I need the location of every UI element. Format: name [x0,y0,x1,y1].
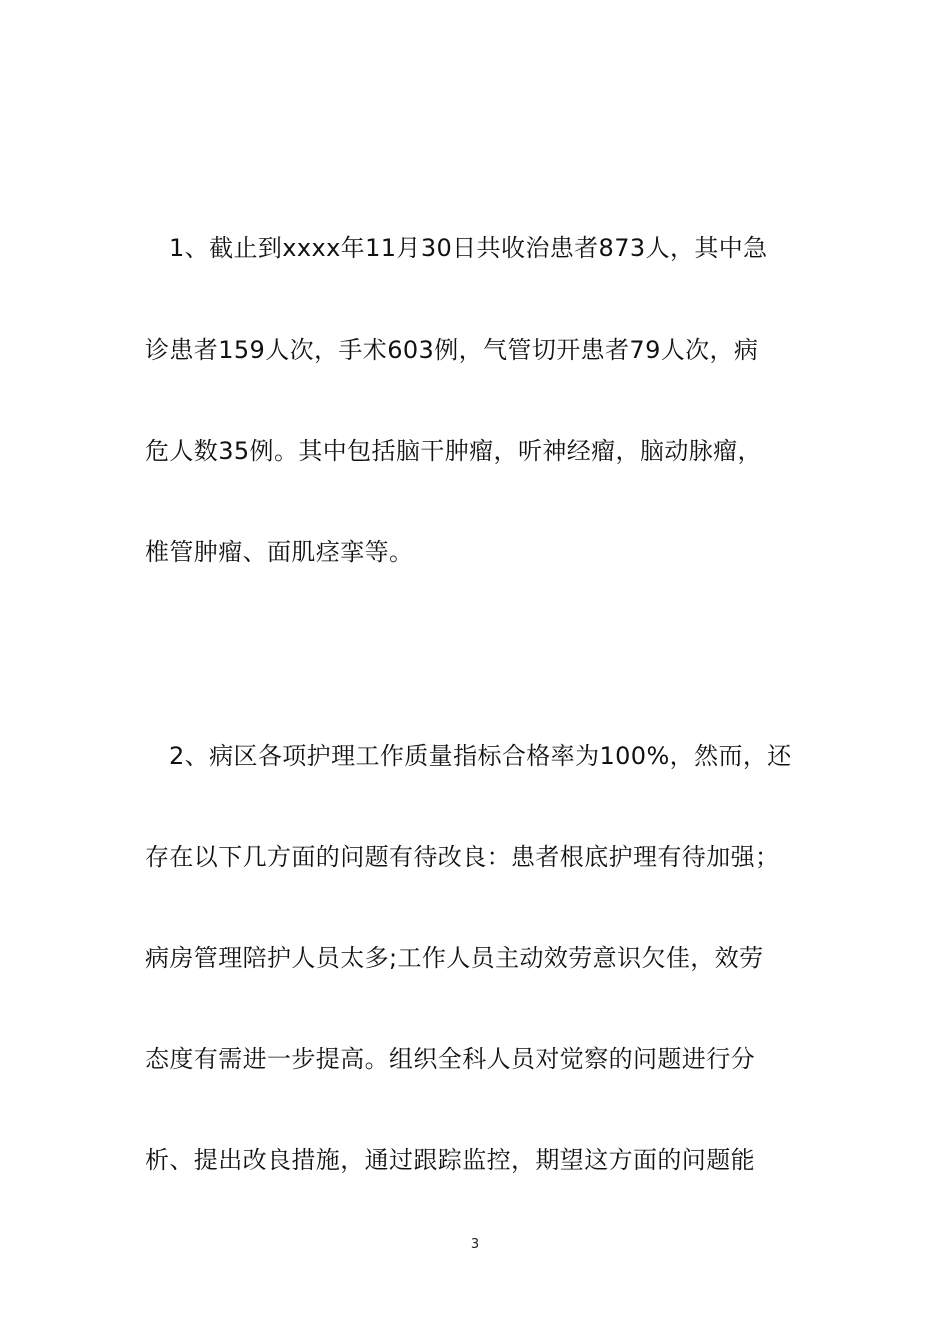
paragraph-2-line-5: 析、提出改良措施，通过跟踪监控，期望这方面的问题能 [145,1146,755,1174]
paragraph-1-line-1: 1、截止到xxxx年11月30日共收治患者873人，其中急 [169,234,768,262]
paragraph-2-line-4: 态度有需进一步提高。组织全科人员对觉察的问题进行分 [145,1045,755,1073]
paragraph-1-line-3: 危人数35例。其中包括脑干肿瘤，听神经瘤，脑动脉瘤， [145,437,762,465]
paragraph-2-line-1: 2、病区各项护理工作质量指标合格率为100%，然而，还 [169,742,792,770]
paragraph-2-line-2: 存在以下几方面的问题有待改良：患者根底护理有待加强； [145,843,780,871]
paragraph-1-line-2: 诊患者159人次，手术603例，气管切开患者79人次，病 [145,336,759,364]
paragraph-2-line-3: 病房管理陪护人员太多;工作人员主动效劳意识欠佳，效劳 [145,944,764,972]
paragraph-1-line-4: 椎管肿瘤、面肌痉挛等。 [145,538,414,566]
page-number: 3 [470,1237,480,1252]
